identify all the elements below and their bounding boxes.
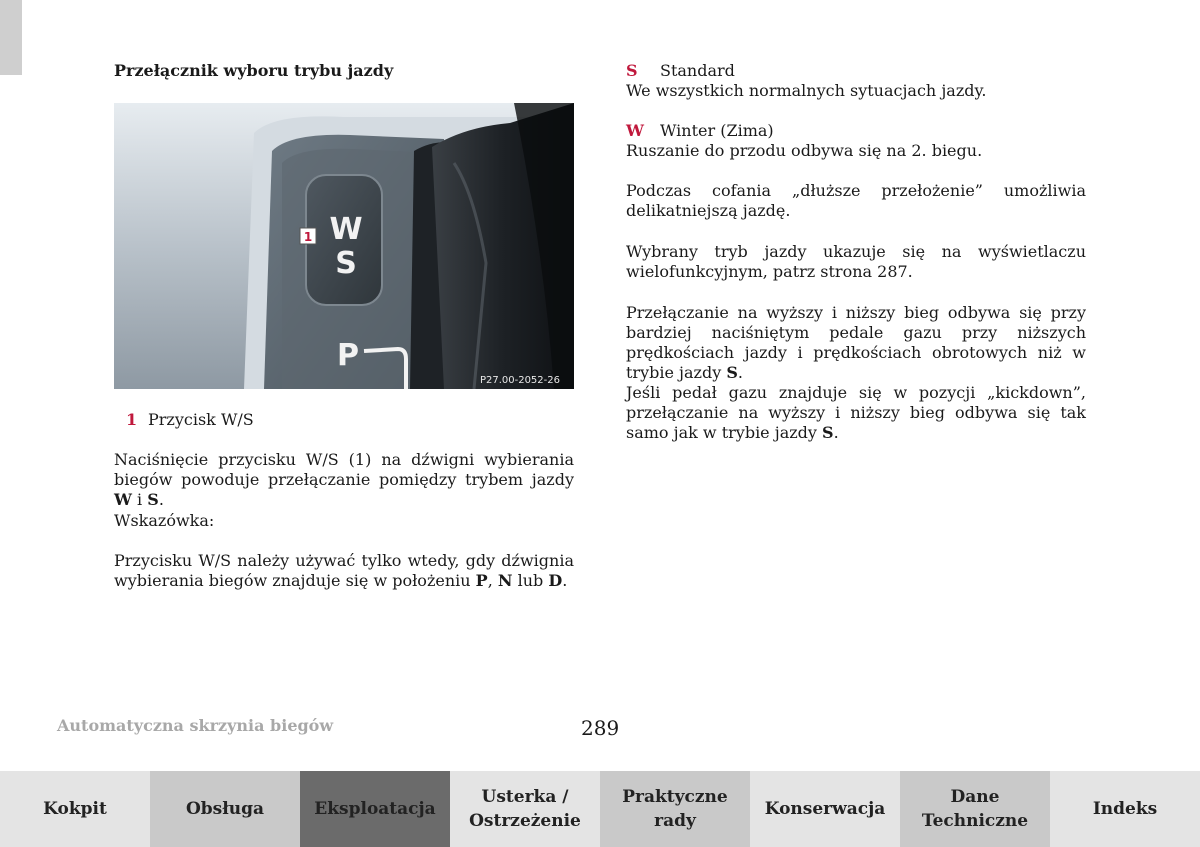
mode-desc-standard: We wszystkich normalnych sytuacjach jazdy. — [626, 81, 987, 100]
paragraph-shifting: Przełączanie na wyższy i niższy bieg odbywa się przy bardziej naciśniętym pedale gazu przy niższych prędkościach jazdy i prędkościach obrotowych niż w trybie jazdy S. — [626, 303, 1086, 382]
chapter-nav — [0, 771, 1200, 847]
tab-konserwacja[interactable]: Konserwacja — [750, 771, 900, 847]
tab-kokpit[interactable]: Kokpit — [0, 771, 150, 847]
mode-winter — [626, 121, 1086, 161]
chapter-title: Automatyczna skrzynia biegów — [57, 716, 334, 735]
mode-title-standard: Standard — [660, 61, 735, 80]
mode-title-winter: Winter (Zima) — [660, 121, 774, 140]
tab-usterka[interactable]: Usterka / Ostrzeżenie — [450, 771, 600, 847]
tab-praktyczne-rady[interactable]: Praktyczne rady — [600, 771, 750, 847]
button-label-s: S — [335, 246, 357, 281]
section-heading: Przełącznik wyboru trybu jazdy — [114, 61, 394, 80]
legend-number: 1 — [126, 410, 138, 429]
gear-selector-photo — [114, 103, 574, 389]
tab-obsluga[interactable]: Obsługa — [150, 771, 300, 847]
button-label-w: W — [329, 212, 363, 247]
paragraph-kickdown: Jeśli pedał gazu znajduje się w pozycji „kickdown”, przełączanie na wyższy i niższy bieg odbywa się tak samo jak w trybie jazdy S. — [626, 383, 1086, 442]
paragraph-reverse: Podczas cofania „dłuższe przełożenie” umożliwia delikatniejszą jazdę. — [626, 181, 1086, 220]
figure-code: P27.00-2052-26 — [479, 375, 560, 386]
callout-number: 1 — [303, 230, 313, 244]
tab-indeks[interactable]: Indeks — [1050, 771, 1200, 847]
park-label: P — [337, 338, 359, 373]
paragraph-button-function: Naciśnięcie przycisku W/S (1) na dźwigni wybierania biegów powoduje przełączanie pomiędzy trybem jazdy W i S. — [114, 450, 574, 509]
section-marker — [0, 0, 22, 75]
mode-standard — [626, 61, 1086, 101]
paragraph-display: Wybrany tryb jazdy ukazuje się na wyświetlaczu wielofunkcyjnym, patrz strona 287. — [626, 242, 1086, 281]
note-label: Wskazówka: — [114, 511, 215, 530]
page-number: 289 — [581, 716, 620, 740]
tab-eksploatacja[interactable]: Eksploatacja — [300, 771, 450, 847]
tab-dane-techniczne[interactable]: Dane Techniczne — [900, 771, 1050, 847]
paragraph-note: Przycisku W/S należy używać tylko wtedy, gdy dźwignia wybierania biegów znajduje się w położeniu P, N lub D. — [114, 551, 574, 590]
mode-desc-winter: Ruszanie do przodu odbywa się na 2. biegu. — [626, 141, 983, 160]
mode-letter-s: S — [626, 61, 638, 80]
legend-text: Przycisk W/S — [148, 410, 254, 429]
mode-letter-w: W — [626, 121, 644, 140]
figure-legend — [126, 410, 254, 429]
